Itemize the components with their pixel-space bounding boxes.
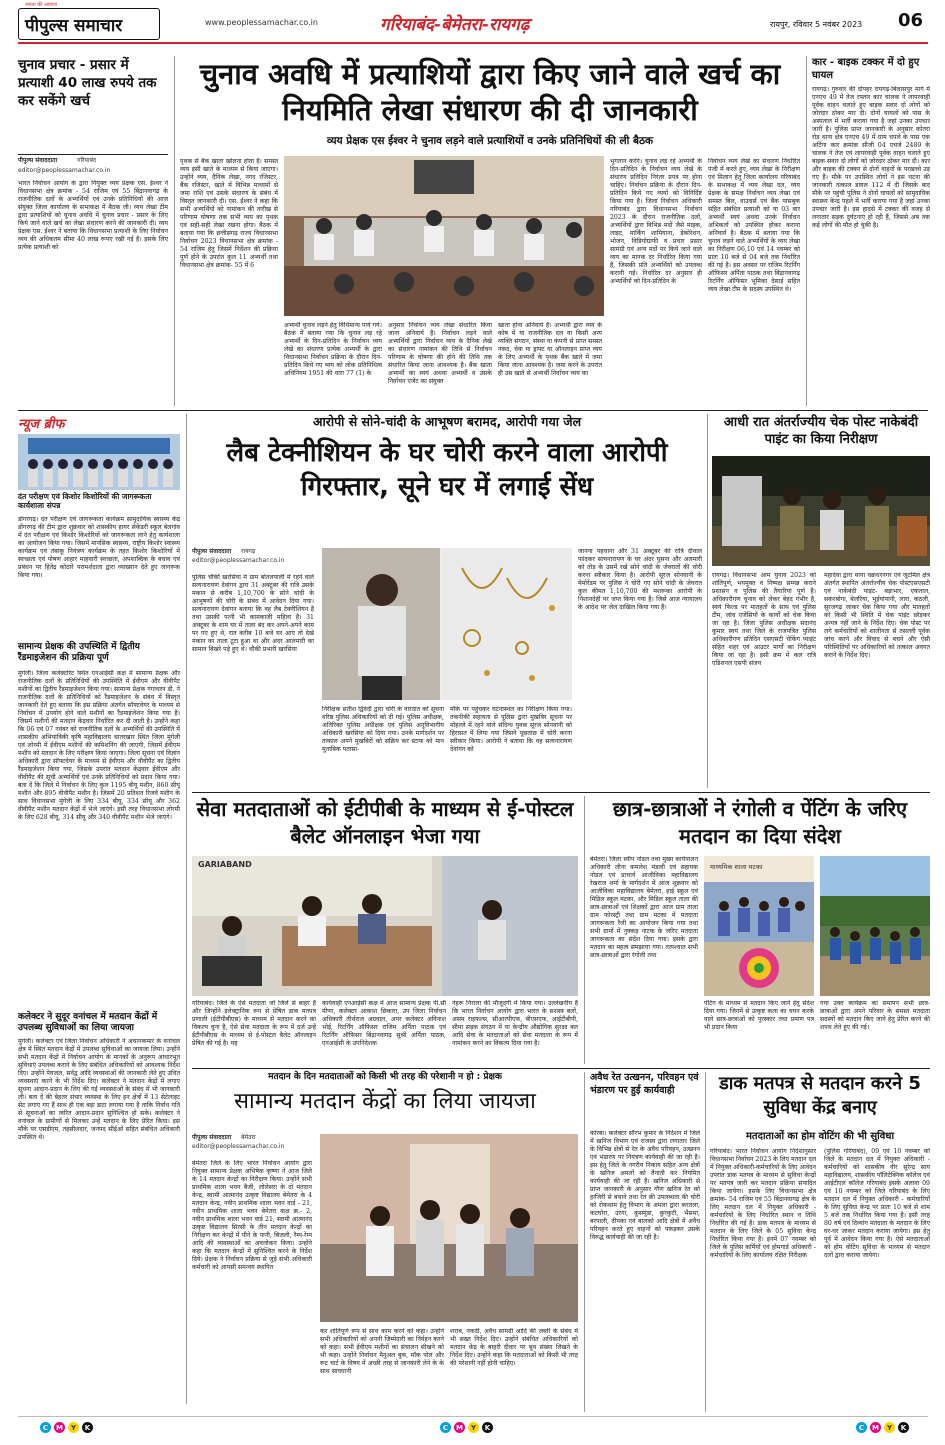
checkpost-photo-svg — [712, 456, 930, 566]
news-brief-title: न्यूज ब्रीफ — [18, 417, 65, 432]
news-brief — [18, 414, 180, 1404]
rangoli-photo-1-svg — [704, 856, 814, 996]
postal-story — [710, 1072, 930, 1412]
brief-item3-title: कलेक्टर ने सुदूर वनांचल में मतदान केंद्रों में उपलब्ध सुविधाओं का लिया जायजा — [18, 1012, 158, 1033]
theft-col2: निरीक्षक सतीश द्विवेदी द्वारा चोरी के वारदात को सूचना वरिष्ठ पुलिस अधिकारियों को दी गई। पुलिस अधीक्षक, अतिरिक्त पुलिस अधीक्षक एवं पुलिस अनुविभागीय अधिकारी खरसिया को दिया गया। उनके मार्गदर्शन पर तत्काल अपने मुखबिरों को सक्रिय कर स्टाफ को मान मुताबिक पतासा- — [322, 706, 444, 753]
etpbs-photo-svg — [192, 856, 578, 996]
rangoli-story — [590, 796, 930, 1064]
main-lead-col1: पृथक से बैंक खाता खोलना होता है। समस्त व्यय इसी खाते के माध्यम से किया जाएगा। उन्होंने व्यय, दैनिक लेखा, नगद रजिस्टर, बैंक रजिस्टर, खाते में विभिन्न माध्यमों से जमा राशि एवं उसके संधारण के संबंध में विस्तृत जानकारी दी। एस. ईश्वर ने कहा कि सभी अभ्यर्थियों को नामांकन की तारीख से परिणाम घोषणा तक सभी व्यय का पृथक एवं सही-सही लेखा रखना होगा। बैठक में बताया गया कि छत्तीसगढ़ राज्य विधानसभा निर्वाचन 2023 विधानसभा क्षेत्र क्रमांक - 54 राजिम हेतु जिसमें निर्देशन की प्रक्रिया पूर्ण होने के उपरांत कुल 11 अभ्यर्थी तथा विधानसभा क्षेत्र क्रमांक- 55 में 6 — [180, 158, 278, 269]
cmyk-dot-y: Y — [68, 1422, 79, 1433]
main-lead-col5: भुगतान करेंगे। चुनाव लड़ रहे अभ्यर्थी के दिन-प्रतिदिन के निर्वाचन व्यय लेखे के संधारण प्रतिदिन निरंतर प्रपत्र पर होना चाहिए। निर्वाचन प्रक्रिया के दौरान दिन-प्रतिदिन किये गए व्ययों को विनिर्दिष्ट किया गया है। जिला निर्वाचन अधिकारी गरियाबंद द्वारा विधानसभा निर्वाचन 2023 के दौरान राजनीतिक दलों, अभ्यर्थियों द्वारा विभिन्न मदों जैसे माइक, लाइट, मार्किंग शामियाना, डेकोरेशन, भोजन, विडियोग्राफी व प्रचार प्रसार सामग्री एवं अन्य मदों पर किये जाने वाले व्यय का मानक दर निर्धारित किया गया है, जिसकी प्रति अभ्यर्थियों को उपलब्ध करायी गई। निर्धारित दर अनुसार ही अभ्यर्थियों को दिन-प्रतिदिन के — [610, 158, 702, 285]
byline-place: रायगढ़ — [241, 548, 256, 555]
cmyk-dot-m: M — [454, 1422, 465, 1433]
main-lead-col6: निर्वाचन व्यय लेखे का संधारण निर्धारित पंजी में करते हुए, व्यय लेखा के निरीक्षण एवं मिलान हेतु जिला कार्यालय गरियाबंद के सभाकक्ष में व्यय लेखा दल, व्यय प्रेक्षक के समक्ष निर्वाचन व्यय लेखा एवं समस्त बिल, वाउचर्स एवं बैंक पासबुक सहित संबंधित प्रत्याशी को या 03 बार अभ्यर्थी स्वयं अथवा उनके निर्वाचन अभिकर्ता को उपस्थित होकर कराना अनिवार्य है। बैठक में बताया गया कि चुनाव लड़ने वाले अभ्यर्थियों के व्यय लेखा का निरीक्षण 06,10 एवं 14 नवम्बर को प्रातः 10 बजे से 04 बजे तक निर्धारित की गई है। इस अवसर पर राजिम रिटर्निंग ऑफिसर अर्पिता पाठक तथा बिंद्रानवागढ़ रिटर्निंग ऑफिसर भूमिका देसाई सहित व्यय लेखा टीम के सदस्य उपस्थित थे। — [708, 158, 800, 293]
theft-col4: मौके पर पहुंचकर घटनास्थल का निरीक्षण किया गया। तकनीकी सहायता से पुलिस द्वारा मुखबिर सूचना पर मोहल्ले में रहने वाले संदिग्ध युवक सूरज सोनवानी को हिरासत में लिया गया जिसने पूछताछ में चोरी करना स्वीकार किया। आरोपी ने बताया कि वह सत्यनारायण देवांगन को — [450, 706, 572, 753]
postal-headline: डाक मतपत्र से मतदान करने 5 सुविधा केंद्र बनाए — [719, 1073, 921, 1118]
logo-small-text: जनता की आवाज — [25, 2, 57, 8]
cmyk-dot-c: C — [856, 1422, 867, 1433]
byline: पीपुल्स संवाददाता — [192, 1134, 232, 1141]
dateline: रायपुर, रविवार 5 नवंबर 2023 — [770, 20, 863, 29]
rangoli-caption-2: गया उक्त कार्यक्रम का समापन सभी छात्र-छात्राओं द्वारा अपने परिवार के समस्त मतदाता सदस्यों को मतदान किए जाने हेतु प्रेरित करने की शपथ लेते हुए की गई। — [820, 1000, 930, 1031]
cmyk-dot-k: K — [482, 1422, 493, 1433]
column-divider — [806, 56, 807, 406]
meeting-photo — [284, 156, 604, 316]
cmyk-dot-k: K — [82, 1422, 93, 1433]
main-lead-col3: अनुसार निर्वाचन व्यय लेखा संधारित किया जाना अनिवार्य है। निर्वाचन लड़ने वाले अभ्यर्थियों द्वारा निर्वाचन व्यय के दैनिक लेखे का संधारण नामांकन की तिथि से निर्वाचन परिणाम के घोषणा की होने की तिथि तक संधारित किया जाना आवश्यक है। बैंक खाता अभ्यर्थी का स्वयं अथवा अभ्यर्थी व उसके निर्वाचन एजेंट का संयुक्त — [388, 322, 492, 385]
polling-col2: कर शांतिपूर्ण रूप से साथ काम करने को कहा। उन्होंने सभी अधिकारियों को अपनी जिम्मेदारी का निर्वहन करने को कहा। सभी ईवीएम मशीनों का संचालन सीखने को भी कहा। उन्होंने निर्वाचन मैनुअल बुक, मॉक पोल और रूट चार्ट के विषय में अच्छी तरह से जानकारी लेने के के साथ सावधानी — [320, 1328, 444, 1375]
column-divider — [186, 414, 187, 1404]
main-lead-col2: अभ्यर्थी चुनाव लड़ने हेतु विधिमान्य पाये गये। बैठक में बताया गया कि चुनाव लड़ रहे अभ्यर्थी के दिन-प्रतिदिन के निर्वाचन व्यय लेखे का संधारण प्रत्येक अभ्यर्थी के द्वारा विधानसभा निर्वाचन प्रक्रिया के दौरान दिन-प्रतिदिन किये गए व्यय को लोक प्रतिनिधित्व अधिनियम 1951 की धारा 77 (1) के — [284, 322, 382, 377]
checkpost-headline: आधी रात अंतर्राज्यीय चेक पोस्ट नाकेबंदी पाइंट का किया निरीक्षण — [723, 415, 919, 447]
column-divider — [584, 1072, 585, 1412]
postal-col2: (पुलिस गरियाबंद), 09 एवं 10 नवम्बर को जिले के मतदान दल में नियुक्त अधिकारी - कर्मचारियों को शासकीय वीर सुरेन्द्र साय महाविद्यालय, शासकीय पॉलिटेक्निक कॉलेज एवं आईटीएल कॉलेज गरियाबंद इसके अलावा 09 एवं 10 नवम्बर को जिले गरियाबंद के लिए मतदान दल में नियुक्त अधिकारी - कर्मचारियों के लिए सुविधा केन्द्र पर प्रातः 10 बजे से शाम 5 बजे तक निर्धारित किया गया है। इसी तरह 80 वर्ष एवं दिव्यांग मतदाता के मतदान के लिए घर-घर जाकर मतदान कराया जायेगा। इस हेतु पूर्व में आवेदन किया गया है। ऐसे मतदाताओं को होम वोटिंग सुविधा के माध्यम से मतदान दलों द्वारा कराया जायेगा। — [824, 1148, 930, 1259]
rangoli-caption-1: पेंटिंग के माध्यम से मतदान किए जाने हेतु संदेश दिया गया। जिनमें से उत्कृष्ट कला का चयन करके वाले छात्र-छात्राओं को पुरस्कार तथा प्रमाण पत्र भी प्रदान किया — [704, 1000, 814, 1031]
checkpost-story — [712, 414, 930, 788]
etpbs-photo-sign: GARIABAND — [198, 860, 252, 869]
right-top-headline: कार - बाइक टक्कर में दो हुए घायल — [812, 57, 920, 81]
left-lead-headline: चुनाव प्रचार - प्रसार में प्रत्याशी 40 लाख रुपये तक कर सकेंगे खर्च — [18, 57, 157, 109]
etpbs-headline: सेवा मतदाताओं को ईटीपीबी के माध्यम से ई-पोस्टल बैलेट ऑनलाइन भेजा गया — [196, 797, 574, 848]
cmyk-dot-y: Y — [884, 1422, 895, 1433]
checkpost-col2: महादेवा द्वारा थाना चक्रधरनगर एवं जूटमिल क्षेत्र अंतर्गत स्थापित अंतर्राज्यीय चेक पोस्टएसएसटी एवं नाकेबंदी पाइंट- बड़ाभार, एकताल, सकरबोगा, बेलरिया, भुईयांपानी, लारा, कठली, सुरजगढ़ जाकर चेक किया गया और मातहतों को किसी भी स्थिति में चेक पाइंट छोड़कर अन्यत्र नहीं जाने के निर्देश दिए। चेक पोस्ट पर लगे कर्मचारियों को शालीनता से तसल्ली पूर्वक जांच करने और विवाद से बचने और ऐसी परिस्थितियों पर अधिकारियों को तत्काल अवगत कराने के निर्देश दिए। — [824, 572, 930, 659]
byline: पीपुल्स संवाददाता — [192, 548, 232, 555]
checkpost-col1: रायगढ़। विधानसभा आम चुनाव 2023 को शांतिपूर्ण, भयमुक्त व निष्पक्ष सम्पन्न कराने प्रशासन व पुलिस की तैयारियां पूर्ण है। अधिकारीगण चुनाव को लेकर बेहद गंभीर है, स्वयं फिल्ड पर मातहतों के साथ एवं पुलिस टीम, जांच एजेंसियों के कार्यों को चेक किया जा रहा है। जिला पुलिस अधीक्षक सदानंद कुमार स्वयं तथा जिले के राजपत्रित पुलिस अधिकारीगण प्रतिदिन एसएसटी चेकिंग प्वाइंट सहित शहर एवं आउटर मार्गों का निरीक्षण किया जा रहा है। इसी क्रम में कल रात्रि एडिशनल एसपी संजय — [712, 572, 816, 667]
polling-photo-svg — [320, 1134, 578, 1322]
sand-headline: अवैध रेत उत्खनन, परिवहन एवं भंडारण पर हुई कार्यवाही — [590, 1072, 699, 1096]
main-lead — [180, 56, 800, 406]
right-top-body: रायगढ़। गुरुवार की दोपहर रायगढ़-बिलासपुर मार्ग में एनएच 49 में तेज रफ्तार कार चालक ने लापरवाही पूर्वक वाहन चलाते हुए बाइक सवार दो लोगों को जोरदार ठोकर मार दी। दोनों घायलों को पास के अस्पताल में भर्ती कराया गया है जहां उनका उपचार जारी है। पुलिस प्राप्त जानकारी के अनुसार कोतरा रोड थाना क्षेत्र एनएच 49 में ग्राम चपले के पास एक अर्टिगा कार क्रमांक सीजी 04 एचजे 2489 के चालक ने तेज एवं लापरवाही पूर्वक वाहन चलाते हुए बाइक सवार दो लोगों को जोरदार ठोकर मार दी। कार और बाइक की टक्कर से दोनों वाहनों के परखच्चे उड़ गए हैं। मौके पर उपस्थित लोगों ने इस घटना की जानकारी तत्काल डायल 112 में दी जिसके बाद मौके पर पहुंची पुलिस ने दोनों घायलों को सामुदायिक स्वास्थ्य केन्द्र पहले में भर्ती कराया गया है जहां उनका उपचार जारी है। इस हादसे में टक्कर की वजह से लगातार सड़क दुर्घटनाएं हो रही हैं, जिससे अब तक कई लोगों की मौत हो चुकी है। — [812, 86, 930, 229]
brief-photo-caption: दंत परीक्षण एवं किशोर किशोरियों की जागरूकता कार्यशाला संपन्न — [18, 492, 152, 510]
main-lead-subhead: व्यय प्रेक्षक एस ईश्वर ने चुनाव लड़ने वाले प्रत्याशियों व उनके प्रतिनिधियों की ली बैठक — [326, 135, 654, 147]
cmyk-dot-y: Y — [468, 1422, 479, 1433]
column-divider — [584, 796, 585, 1064]
section-title: गरियाबंद-बेमेतरा-रायगढ़ — [380, 15, 530, 35]
etpbs-col2: कार्यवाही एनआईसी कक्ष में आज सामान्य प्रेक्षक पी.सी मीणा, कलेक्टर आकाश छिकारा, उप जिला निर्वाचन अधिकारी तीर्थराज अग्रवाल, अपर कलेक्टर अविनाश भोई, रिटर्निंग ऑफिसर राजिम अर्पिता पाठक एवं रिटर्निंग ऑफिसर बिंद्रानवागढ़ सुश्री अर्पिता पाठक, एनआईसी के उपनिदेशक — [322, 1000, 446, 1047]
left-lead — [18, 56, 168, 406]
polling-story — [192, 1072, 578, 1412]
sand-body: कोरबा। कलेक्टर सौरभ कुमार के निर्देशन में जिले में खनिज विभाग एवं राजस्व द्वारा लगातार जिले के विभिन्न क्षेत्रों से रेत के अवैध परिवहन, उत्खनन एवं भंडारण पर नियंत्रण कार्यवाही की जा रही है। इस हेतु जिले के नगरीय निकाय सहित अन्य क्षेत्रों के खनिज अमलों को तैनाती कर नियमित कार्यवाही की जा रही है। खनिज अधिकारी से प्राप्त जानकारी के अनुसार गौण खनिज रेत को हाजिरी से बचाने तथा रेत की उपलब्धता की चोरी को रोकथाम हेतु विभाग के अमला द्वारा करतला, कटघोरा, उरगा, कुसमुंडा, कुरकुटी, भैसमा, बरपाली, दीपका एवं बालको आदि क्षेत्रों में अवैध परिवहन करते हुए वाहनों को पकड़कर उसके विरुद्ध कार्यवाही की जा रही है। — [590, 1130, 700, 1241]
accused-photo-svg — [322, 548, 572, 700]
email[interactable]: editor@peoplessamachar.co.in — [192, 557, 285, 564]
cmyk-dot-m: M — [870, 1422, 881, 1433]
checkpost-photo — [712, 456, 930, 566]
column-divider — [707, 414, 708, 788]
theft-col3: जानना पहचाना और 31 अक्टूबर की रात्रि दीवाल फांदकर सत्यनारायण के घर अंदर घुसना और अलमारी को तोड़ के उसमें रखे सोने चांदी के जेवरातों की चोरी करना स्वीकार किया है। आरोपी सूरज सोनवानी के मेमोरेंडम पर पुलिस ने चोरी गए सोने चांदी के जेवरात कुल कीमत 1,10,700 की मशरूका आरोपी के निशानदेही पर जप्त किया गया है। जिसे आज न्यायालय के आदेश पर जेल दाखिल किया गया है। — [578, 548, 702, 611]
masthead — [0, 0, 945, 44]
rangoli-photo-sign: माध्यमिक शाला मटका — [710, 863, 763, 871]
cmyk-dot-m: M — [54, 1422, 65, 1433]
byline-place: गरियाबंद — [77, 157, 97, 164]
cmyk-dot-c: C — [440, 1422, 451, 1433]
meeting-photo-svg — [284, 156, 604, 316]
rangoli-photo-2 — [820, 856, 930, 996]
cmyk-marks-left — [40, 1422, 93, 1433]
etpbs-col3: नेहरू निराला की मौजूदगी में किया गया। उल्लेखनीय है कि भारत निर्वाचन आयोग द्वारा भारत के सशस्त्र बलों, असम राइफल्स, सीआरपीएफ, बीएसएफ, आईटीबीपी, सीमा सड़क संगठन में या केन्द्रीय औद्योगिक सुरक्षा बल आदि सेवा के मतदाताओं को सेवा मतदाता के रूप में नामांकन करने का विकल्प दिया गया है। — [452, 1000, 578, 1047]
left-lead-body: भारत निर्वाचन आयोग के द्वारा नियुक्त व्यय प्रेक्षक एस. ईश्वर ने विधानसभा क्षेत्र क्रमांक - 54 राजिम एवं 55 बिंद्रानवागढ़ के राजनीतिक दलों के अभ्यर्थियों एवं उनके प्रतिनिधियों की आज संयुक्त जिला कार्यालय के सभाकक्ष में बैठक ली। व्यय लेखा टीम द्वारा प्रत्याशियों को चुनाव अवधि में चुनाव प्रचार - प्रसार के लिए किये जाने वाले खर्च का लेखा संधारण करने की जानकारी दी। व्यय प्रेक्षक एस. ईश्वर ने बताया कि विधानसभा प्रत्याशी के लिए निर्वाचन व्यय की अधिकतम सीमा 40 लाख रूपए रखी गई है। इसके लिए प्रत्येक प्रत्याशी को — [18, 180, 168, 251]
byline: पीपुल्स संवाददाता — [18, 157, 58, 164]
theft-story — [192, 414, 702, 788]
sand-story — [590, 1072, 700, 1412]
postal-col1: गरियाबंद। भारत निर्वाचन आयोग निर्देशानुसार विधानसभा निर्वाचन 2023 के लिए मतदान दल में नियुक्त अधिकारी-कर्मचारियों के लिए आवेदन उपरांत डाक मतपत्र के माध्यम से सुविधा केन्द्रों पर मतपत्र जारी कर मतदान प्रक्रिया संपादित किया जायेगा। इसके लिए विधानसभा क्षेत्र क्रमांक- 54 राजिम एवं 55 बिंद्रानवागढ़ क्षेत्र के लिए मतदान दल में नियुक्त अधिकारी - कर्मचारियों के लिए निर्धारित स्थान व तिथि निर्धारित की गई है। डाक मतपत्र के माध्यम से मतदान के लिए जिले के 05 सुविधा केन्द्र निर्धारित किया गया है। इनमें 07 नवम्बर को जिले के पुलिस कर्मियों एवं होमगार्ड अधिकारी - कर्मचारियों के लिए कार्यालय रक्षित निरीक्षक — [710, 1148, 816, 1259]
rangoli-body: बेमेतरा। जिला स्वीप नोडल तथा मुख्य कार्यपालन अधिकारी लीना कमलेश मंडावी एवं सहायक नोडल एवं प्राचार्य आजीविका महाविद्यालय रेखराज शर्मा के मार्गदर्शन में आज शुक्रवार को आजीविका महाविद्यालय बेमेतरा, हाई स्कूल एवं मिडिल स्कूल मटका, और मिडिल स्कूल ताला की छात्र-छात्राओं एवं शिक्षकों द्वारा आज ग्राम ताला ग्राम फोरस्ट्री तथा ग्राम मटका में मतदाता जागरूकता रैली का आयोजन किया गया तथा सभी ग्रामों में नुक्कड़ नाटक के जरिए मतदाता जागरूकता का संदेश दिया गया। इसके द्वारा मतदान का महत्व समझाया गया। तत्पश्चात सभी छात्र-छात्राओं द्वारा रंगोली तथा — [590, 856, 698, 959]
brief-photo — [18, 434, 180, 490]
etpbs-photo — [192, 856, 578, 996]
cmyk-dot-c: C — [40, 1422, 51, 1433]
main-lead-headline: चुनाव अवधि में प्रत्याशियों द्वारा किए जाने वाले खर्च का नियमिति लेखा संधारण की दी जानकारी — [199, 57, 781, 127]
cmyk-marks-center — [440, 1422, 493, 1433]
theft-col1: पुलिस चौकी खरसिया में ग्राम बोतलपाली में रहने वाले सत्यनारायण देवांगन द्वारा 31 अक्टूबर की रात्रि उसके मकान से करीब 1,10,700 के सोने चांदी के आभूषणों की चोरी के संबंध में आवेदन दिया गया। सत्यनारायण देवांगन बताया कि वह लैब टेक्नीशियन है तथा उसकी पत्नी भी कामकाजी महिला है। 31 अक्टूबर के शाम घर में ताला बंद कर अपने-अपने काम पर गए हुए थे, रात करीब 10 बजे घर आए तो देखे मकान का ताला टूटा हुआ था और अंदर आलमारी का सामान बिखरे पड़े हुए थे। चौकी प्रभारी खरसिया — [192, 574, 314, 653]
rangoli-headline: छात्र-छात्राओं ने रंगोली व पेंटिंग के जरिए मतदान का दिया संदेश — [612, 797, 908, 848]
brief-item1-body: डोंगरगढ़। दंत परीक्षण एवं जागरूकता कार्यक्रम सामुदायिक स्वास्थ्य केंद्र डोंगरगढ़ की टीम द्वारा शुक्रवार को शासकीय हायर सेकेंडरी स्कूल बेलगांव में दंत परीक्षण एवं किशोर किशोरियों को जागरूकता लाने हेतु कार्यशाला का आयोजन किया गया। जिसमें मानसिक स्वास्थ्य, राष्ट्रीय किशोर स्वास्थ्य कार्यक्रम एवं तंबाकू नियंत्रण कार्यक्रम के तहत किशोर किशोरियों में स्वच्छता एवं पोषण आहार माहवारी स्वच्छता, अपशाब्दिक के बचाव एवं प्रबंधन पर हितेंद्र कोठारे परामर्शदाता द्वारा व्याख्यान देते हुए जागरूक किया गया। — [18, 516, 180, 579]
section-divider — [192, 792, 930, 793]
section-divider — [192, 1068, 930, 1069]
rangoli-photo-1 — [704, 856, 814, 996]
polling-headline: सामान्य मतदान केंद्रों का लिया जायजा — [234, 1089, 536, 1114]
brief-item3-body: मुंगेली। कलेक्टर एवं जिला निर्वाचन अधिकारी ने अचानकमार के वनांचल क्षेत्र में स्थित मतदान केंद्रों में उपलब्ध सुविधाओं का जायजा लिया। उन्होंने सभी मतदान केंद्रों में निर्वाचन आयोग के मानकों के अनुरूप आधारभूत सुविधाएं उपलब्ध कराने के लिए संबंधित अधिकारियों को आवश्यक निर्देश दिए। उन्होंने पेयजल, सर्वद्व आदि व्यवस्थाओं की जानकारी लेते हुए उचित व्यवस्थाएं करने के भी निर्देश दिए। कलेक्टर ने मतदान केंद्रों में लगाए सूचना आदान-प्रदान के लिए की गई व्यवस्थाओं के संबंध में भी जानकारी ली। बता दें की बेहतर संचार व्यवस्था के लिए इन क्षेत्रों में 13 सेटेलाइट सेट लगाए गए हैं साथ ही एक बड़ा डाटा लगाया गया है ताकि निर्वाध गति से सूचनाओं का त्वरित आदान-प्रदान सुनिश्चित हो सके। कलेक्टर ने वनांचल के ग्रामीणों से मिलकर उन्हें मतदान के लिए प्रेरित किया। इस मौके पर एसडीएम, तहसीलदार, जनपद सीईओ सहित संबंधित अधिकारी उपस्थित थे। — [18, 1038, 180, 1141]
polling-photo — [320, 1134, 578, 1322]
column-divider — [174, 56, 175, 406]
footer-divider — [18, 1416, 928, 1417]
accused-photo — [322, 548, 572, 700]
postal-subhead: मतदाताओं का होम वोटिंग की भी सुविधा — [745, 1131, 895, 1142]
main-lead-col4: खाता होना अनिवार्य है। अभ्यर्थी द्वारा व्यय के कोष में या राजनीतिक दल या किसी अन्य व्यक्ति संगठन, संस्था या कंपनी से प्राप्त समस्त नकद, चेक या ड्राफ्ट या ऑनलाइन प्राप्त व्यय के लिए अभ्यर्थी के पृथक बैंक खाते में जमा किया जाना आवश्यक है। जमा करने के उपरांत ही उस खाते से अभ्यर्थी निर्वाचन व्यय का — [498, 322, 602, 377]
masthead-divider — [18, 42, 928, 44]
email[interactable]: editor@peoplessamachar.co.in — [192, 1143, 285, 1150]
etpbs-col1: गरियाबंद। जिले के ऐसे मतदाता जो जिले से बाहर हैं और जिन्होंने इलेक्ट्रानिक रूप से प्रेषित डाक मतपत्र प्रणाली (ईटीपीबीएस) के माध्यम से मतदान करने का विकल्प चुना है, ऐसे सेवा मतदाता के रूप में दर्ज उन्हें ईटीपीबीएस के माध्यम से ई-पोस्टल बैलेट ऑनलाइन प्रेषित की गई है। यह — [192, 1000, 316, 1047]
website-text[interactable]: www.peoplessamachar.co.in — [205, 18, 318, 27]
brief-item2-title: सामान्य प्रेक्षक की उपस्थिति में द्वितीय रैंडमाइजेशन की प्रक्रिया पूर्ण — [18, 642, 140, 663]
divider — [18, 154, 168, 155]
cmyk-dot-k: K — [898, 1422, 909, 1433]
byline-place: बेमेतरा — [241, 1134, 256, 1141]
cmyk-marks-right — [856, 1422, 909, 1433]
theft-kicker: आरोपी से सोने-चांदी के आभूषण बरामद, आरोपी गया जेल — [312, 414, 582, 429]
polling-col1: बेमेतरा जिले के लिए भारत निर्वाचन आयोग द्वारा नियुक्त सामान्य प्रेक्षक अभिषेक कृष्णा ने आज जिले के 14 मतदान केन्द्रों का निरीक्षण किया। उन्होंने सभी प्राथमिक शाला भवन बैजी, लोलेसरा के दो मतदान केन्द्र, स्वामी आत्मानंद उत्कृष्ट विद्यालय बेमेतरा के 4 मतदान केन्द्र, नवीन प्राथमिक शाला भवन वार्ड - 21, नवीन प्राथमिक शाला भवन बेमेतरा कक्ष क्र.- 2, नवीन प्राथमिक शाला भवन वार्ड 21, स्वामी आत्मानंद उत्कृष्ट विद्यालय सिरसी के तीन मतदान केन्द्रों का निरीक्षण कर केन्द्रों में पीने के पानी, बिजली, रैम्प-रेम्प आदि की व्यवस्थाओं का अवलोकन किया। उन्होंने कहा कि मतदान केन्द्रों में सुनिश्चित करने के निर्देश दिये। प्रेक्षक ने निर्वाचन प्रक्रिया से जुड़े सभी अधिकारी कर्मचारी को आपसी समन्वय स्थापित — [192, 1160, 312, 1271]
etpbs-story — [192, 796, 578, 1064]
rangoli-photo-2-svg — [820, 856, 930, 996]
logo[interactable] — [18, 2, 160, 40]
polling-col3: शराब, नकदी, अवैध सामग्री आदि की जब्ती के संबंध में भी सख्त निर्देश दिए। उन्होंने संबंधित अधिकारियों को मतदान केंद्र के बाहरी दीवार पर बूथ संख्या लिखने के निर्देश दिए। उन्होंने कहा कि मतदाताओं को किसी भी तरह की परेशानी नहीं होनी चाहिए। — [450, 1328, 578, 1367]
theft-headline: लैब टेक्नीशियन के घर चोरी करने वाला आरोपी गिरफ्तार, सूने घर में लगाई सेंध — [226, 438, 668, 502]
brief-item2-body: मुंगेली। जिला कलेक्टोरेट स्थित एनआईसी कक्ष में सामान्य प्रेक्षक और राजनीतिक दलों के प्रतिनिधियों की उपस्थिति में ईवीएम और वीवीपैट मशीनों का द्वितीय रैंडमाइजेशन किया गया। सामान्य प्रेक्षक गंगाधरन डी. ने राजनीतिक दलों के प्रतिनिधियों को रैंडमाइजेशन के संबंध में विस्तृत जानकारी देते हुए बताया कि इस प्रक्रिया अंतर्गत सॉफ्टवेयर के माध्यम से निर्वाचन में उपयोग होने वाले मशीनों का रैंडमाइजेशन किया गया है। जिसमें मशीनों की मतदान केंद्रवार निर्धारित कर दी जाती है। उन्होंने कहा कि 06 एवं 07 नवंबर को राजनीतिक दलों के अभ्यर्थियों की उपस्थिति में शासकीय अभियांत्रिकी कृषि महाविद्यालय चातरखार स्थित जिला मुंगेली एवं लोरमी में ईवीएम मशीनों की कमिशनिंग की जाएगी, जिसमें ईवीएम मशीन को मतदान के लिए परीक्षण किया जाएगा। जिला सूचना एवं विज्ञान अधिकारी द्वारा सॉफ्टवेयर के माध्यम से ईवीएम और वीवीपैट का द्वितीय रैंडमाइजेशन किया गया, जिसके उपरांत मतदान केंद्रवार ईवीएम और वीवीपैट की सूची अभ्यर्थियों एवं उनके प्रतिनिधियों को प्रदान किया गया। बता दें कि जिले में निर्वाचन के लिए कुल 1195 बीयू मशीन, 860 सीयू मशीन और 895 वीवीपैट मशीन है। जिसमें 20 प्रतिशत रिजर्व मशीन के साथ विधानसभा मुंगेली के लिए 334 बीयू, 334 सीयू और 362 वीवीपैट मशीन मतदान केंद्रों में भेजे जाएंगे। इसी तरह विधानसभा लोरमी के लिए 628 बीयू, 314 सीयू और 340 वीवीपैट मशीन भेजे जाएंगे। — [18, 670, 180, 821]
brief-photo-svg — [18, 434, 180, 490]
right-top-story — [812, 56, 930, 406]
logo-text: पीपुल्स समाचार — [25, 16, 123, 36]
column-divider — [705, 1072, 706, 1412]
page-number: 06 — [898, 10, 924, 31]
polling-kicker: मतदान के दिन मतदाताओं को किसी भी तरह की परेशानी न हो : प्रेक्षक — [268, 1072, 502, 1082]
section-divider — [18, 410, 928, 411]
email[interactable]: editor@peoplessamachar.co.in — [18, 167, 111, 174]
